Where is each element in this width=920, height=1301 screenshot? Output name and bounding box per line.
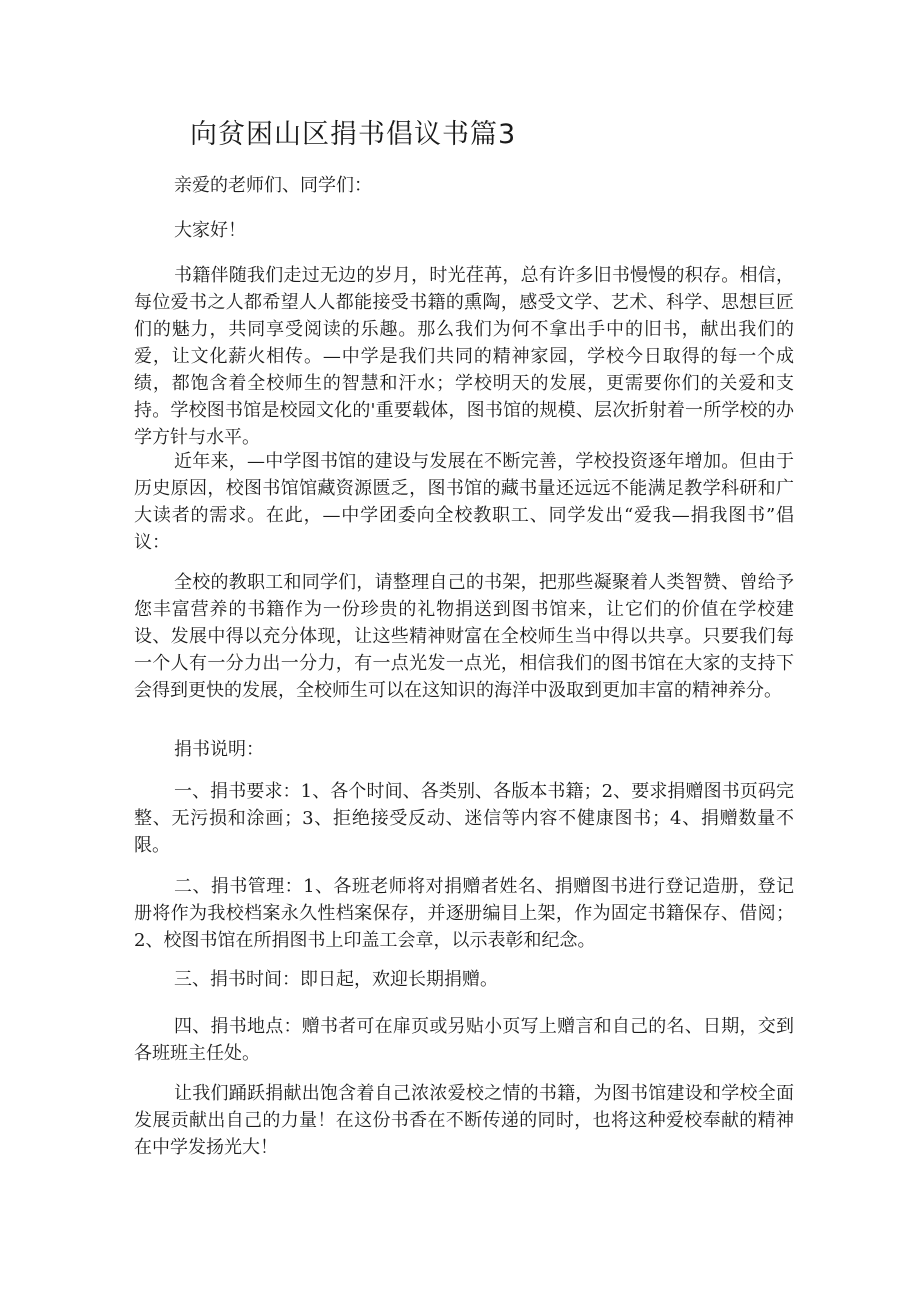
donation-item-location: 四、捐书地点：赠书者可在扉页或另贴小页写上赠言和自己的名、日期，交到各班班主任处。: [134, 1016, 794, 1064]
closing-paragraph: 让我们踊跃捐献出饱含着自己浓浓爱校之情的书籍，为图书馆建设和学校全面发展贡献出自己的力量！在这份书香在不断传递的同时，也将这种爱校奉献的精神在中学发扬光大！: [134, 1083, 794, 1158]
donation-item-management: 二、捐书管理：1、各班老师将对捐赠者姓名、捐赠图书进行登记造册，登记册将作为我校档案永久性档案保存，并逐册编目上架，作为固定书籍保存、借阅；2、校图书馆在所捐图书上印盖工会章，以示表彰和纪念。: [134, 876, 794, 951]
donation-item-time: 三、捐书时间：即日起，欢迎长期捐赠。: [174, 969, 498, 990]
donation-heading: 捐书说明：: [174, 739, 264, 760]
donation-item-requirements: 一、捐书要求：1、各个时间、各类别、各版本书籍；2、要求捐赠图书页码完整、无污损和涂画；3、拒绝接受反动、迷信等内容不健康图书；4、捐赠数量不限。: [134, 781, 794, 856]
paragraph-intro: 书籍伴随我们走过无边的岁月，时光荏苒，总有许多旧书慢慢的积存。相信，每位爱书之人都希望人人都能接受书籍的熏陶，感受文学、艺术、科学、思想巨匠们的魅力，共同享受阅读的乐趣。那么我们为何不拿出手中的旧书，献出我们的爱，让文化薪火相传。—中学是我们共同的精神家园，学校今日取得的每一个成绩，都饱含着全校师生的智慧和汗水；学校明天的发展，更需要你们的关爱和支持。学校图书馆是校园文化的'重要载体，图书馆的规模、层次折射着一所学校的办学方针与水平。: [134, 265, 794, 448]
paragraph-background: 近年来，—中学图书馆的建设与发展在不断完善，学校投资逐年增加。但由于历史原因，校图书馆馆藏资源匮乏，图书馆的藏书量还远远不能满足教学科研和广大读者的需求。在此，—中学团委向全校教职工、同学发出“爱我—捐我图书”倡议：: [134, 451, 794, 553]
salutation: 亲爱的老师们、同学们：: [174, 175, 372, 196]
document-title: 向贫困山区捐书倡议书篇3: [190, 119, 517, 150]
paragraph-appeal: 全校的教职工和同学们，请整理自己的书架，把那些凝聚着人类智赞、曾给予您丰富营养的书籍作为一份珍贵的礼物捐送到图书馆来，让它们的价值在学校建设、发展中得以充分体现，让这些精神财富在全校师生当中得以共享。只要我们每一个人有一分力出一分力，有一点光发一点光，相信我们的图书馆在大家的支持下会得到更快的发展，全校师生可以在这知识的海洋中汲取到更加丰富的精神养分。: [134, 572, 794, 701]
greeting: 大家好！: [174, 220, 246, 241]
